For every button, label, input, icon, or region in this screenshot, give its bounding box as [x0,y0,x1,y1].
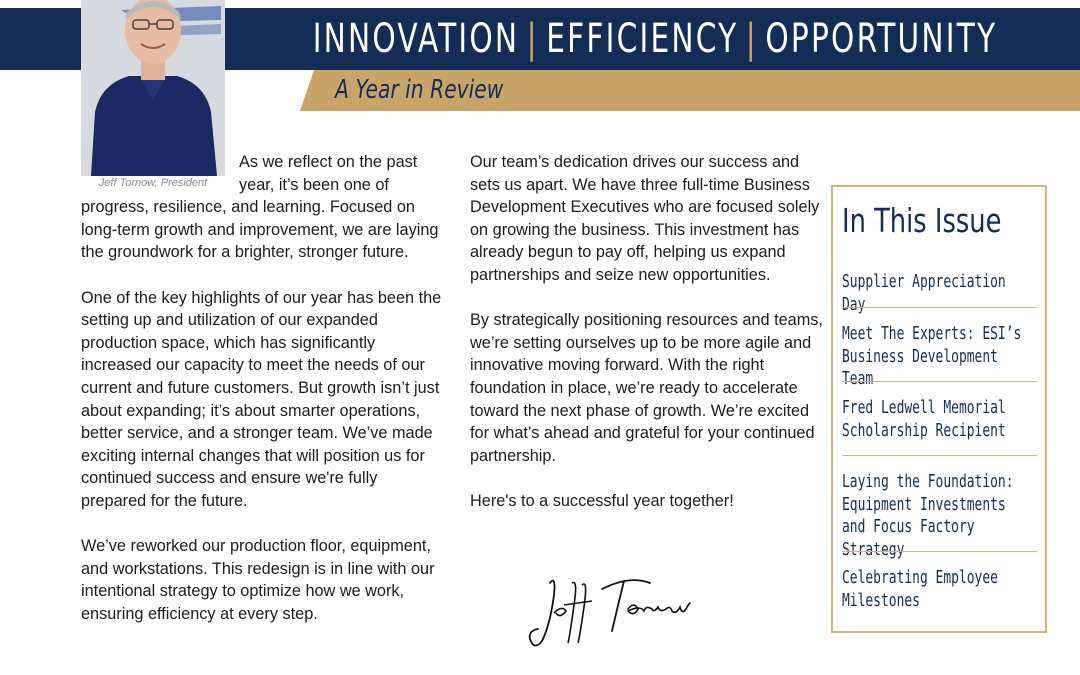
paragraph: As we reflect on the past year, it’s been one of progress, resilience, and learning. Focused on long-term growth and improvement, we are laying the groundwork for a brighter, stronger future. [81,153,439,262]
issue-item-supplier-appreciation[interactable]: Supplier Appreciation Day [842,272,1006,315]
issue-divider [842,307,1037,308]
president-photo [81,0,225,176]
issue-item-scholarship[interactable]: Fred Ledwell Memorial Scholarship Recipient [842,398,1006,441]
photo-caption: Jeff Tornow, President [98,177,208,189]
banner-separator: | [745,16,758,62]
portrait-illustration [81,0,225,176]
in-this-issue-box [831,185,1047,633]
banner-word-innovation: INNOVATION [312,16,520,62]
banner-title [312,8,998,70]
paragraph: By strategically positioning resources and teams, we’re setting ourselves up to be more agile and innovative moving forward. With the right foundation in place, we’re ready to accelerate toward the next phase of growth. We’re excited for what’s ahead and grateful for your continued partnership. [470,311,823,465]
issue-box-title: In This Issue [842,201,1002,240]
banner-separator: | [526,16,539,62]
issue-divider [842,455,1037,456]
letter-column-1 [81,151,443,648]
letter-column-2 [470,151,826,535]
signature-graphic [520,565,695,650]
paragraph: Here's to a successful year together! [470,491,734,510]
paragraph: Our team’s dedication drives our success and sets us apart. We have three full-time Business Development Executives who are focused solely on growing the business. This investment has already begun to pay off, helping us expand partnerships and seize new opportunities. [470,153,820,284]
paragraph: We’ve reworked our production floor, equipment, and workstations. This redesign is in line with our intentional strategy to optimize how we work, ensuring efficiency at every step. [81,537,435,623]
paragraph: One of the key highlights of our year has been the setting up and utilization of our expanded production space, which has significantly increased our capacity to meet the needs of our current and future customers. But growth isn’t just about expanding; it’s about smarter operations, better service, and a stronger team. We’ve made exciting internal changes that will position us for continued success and ensure we're fully prepared for the future. [81,288,442,510]
issue-item-meet-the-experts[interactable]: Meet The Experts: ESI’s Business Development Team [842,324,1022,389]
issue-item-employee-milestones[interactable]: Celebrating Employee Milestones [842,568,998,611]
banner-word-opportunity: OPPORTUNITY [765,16,998,62]
issue-item-laying-foundation[interactable]: Laying the Foundation: Equipment Investments and Focus Factory Strategy [842,472,1014,560]
page-subtitle: A Year in Review [335,75,504,105]
banner-word-efficiency: EFFICIENCY [546,16,739,62]
signature [520,565,695,650]
photo-wrap-spacer [81,151,239,195]
issue-divider [842,551,1037,552]
issue-divider [842,381,1037,382]
